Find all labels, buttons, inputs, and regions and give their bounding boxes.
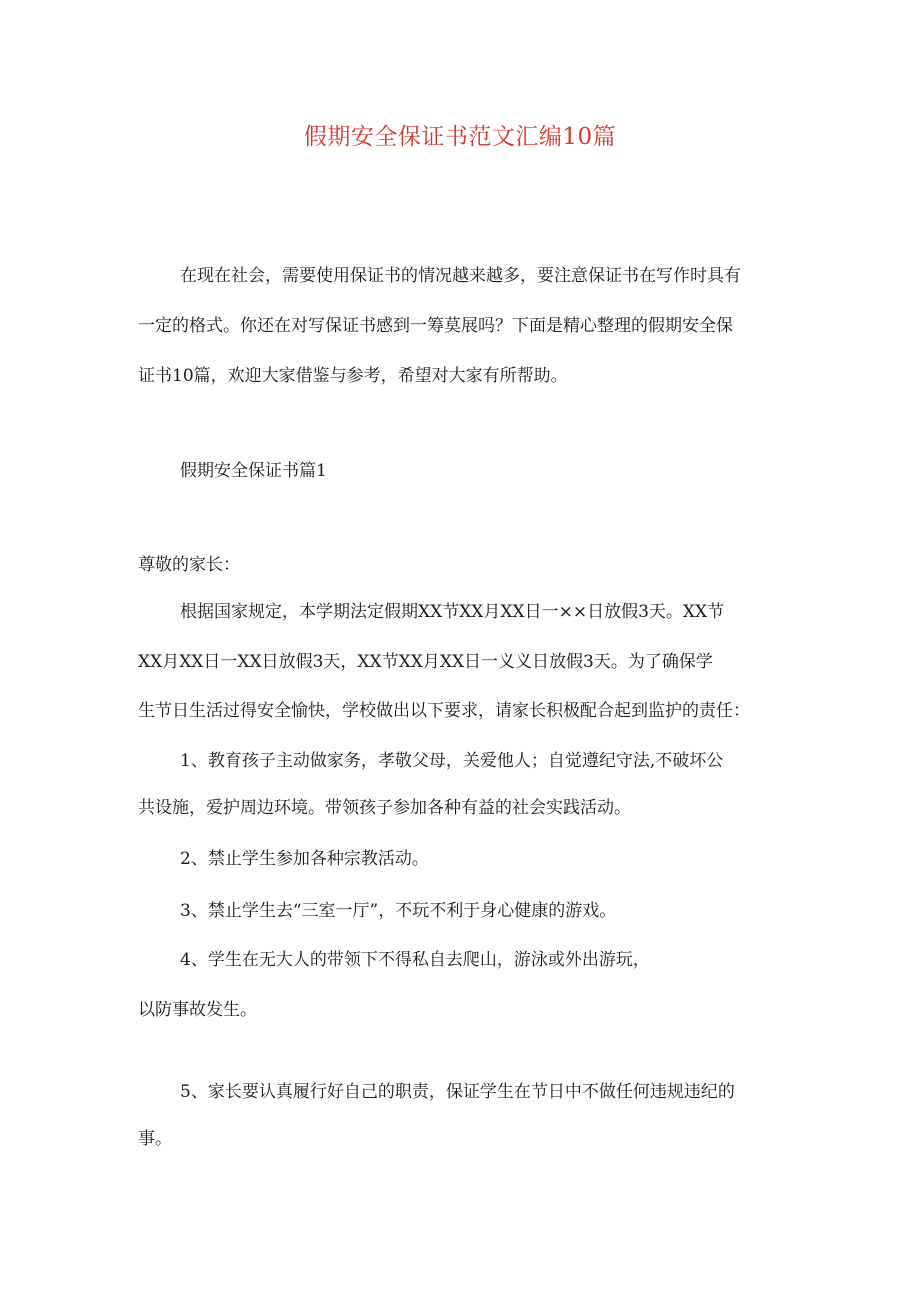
item-4-line-2: 以防事故发生。 xyxy=(138,1000,257,1020)
item-2: 2、禁止学生参加各种宗教活动。 xyxy=(180,849,429,869)
section-heading: 假期安全保证书篇1 xyxy=(180,461,327,481)
body-line-3: 生节日生活过得安全愉快，学校做出以下要求，请家长积极配合起到监护的责任： xyxy=(138,701,750,721)
item-5-line-1: 5、家长要认真履行好自己的职责，保证学生在节日中不做任何违规违纪的 xyxy=(180,1082,735,1102)
body-line-2: XX月XX日一XX日放假3天，XX节XX月XX日一义义日放假3天。为了确保学 xyxy=(138,652,713,672)
intro-line-1: 在现在社会，需要使用保证书的情况越来越多，要注意保证书在写作时具有 xyxy=(180,266,741,286)
intro-line-3: 证书10篇，欢迎大家借鉴与参考，希望对大家有所帮助。 xyxy=(138,366,568,386)
item-1-line-2: 共设施，爱护周边环境。带领孩子参加各种有益的社会实践活动。 xyxy=(138,798,631,818)
salutation: 尊敬的家长： xyxy=(138,555,240,575)
body-line-1: 根据国家规定，本学期法定假期XX节XX月XX日一××日放假3天。XX节 xyxy=(180,602,725,622)
item-1-line-1: 1、教育孩子主动做家务，孝敬父母，关爱他人；自觉遵纪守法,不破坏公 xyxy=(180,751,724,771)
item-4-line-1: 4、学生在无大人的带领下不得私自去爬山，游泳或外出游玩， xyxy=(180,950,650,970)
item-5-line-2: 事。 xyxy=(138,1129,172,1149)
document-title: 假期安全保证书范文汇编10篇 xyxy=(303,124,617,150)
intro-line-2: 一定的格式。你还在对写保证书感到一筹莫展吗？下面是精心整理的假期安全保 xyxy=(138,316,733,336)
item-3: 3、禁止学生去“三室一厅”，不玩不利于身心健康的游戏。 xyxy=(180,901,617,921)
